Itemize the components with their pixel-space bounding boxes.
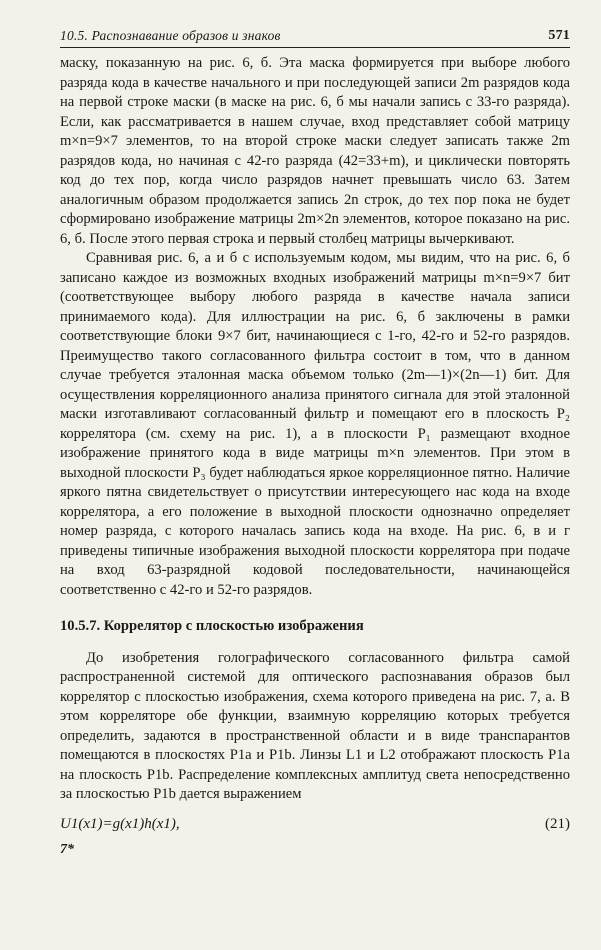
page: [60, 28, 570, 860]
running-header: [60, 28, 570, 48]
header-title: 10.5. Распознавание образов и знаков: [60, 28, 281, 43]
equation-formula: U1(x1)=g(x1)h(x1),: [60, 815, 180, 832]
page-number: 571: [548, 28, 570, 43]
signature-mark: 7*: [60, 842, 74, 857]
paragraph-2: Сравнивая рис. 6, а и б с используемым кодом, мы видим, что на рис. 6, б записано каждое из возможных входных изображений матрицы m×n=9×7 бит (соответствующее выбору любого разряда в качестве начала записи принимаемого кода). Для иллюстрации на рис. 6, б заключены в рамки соответствующие блоки 9×7 бит, начинающиеся с 1-го, 42-го и 52-го разрядов. Преимущество такого согласованного фильтра состоит в том, что в данном случае требуется эталонная маска объемом только (2m—1)×(2n—1) бит. Для осуществления корреляционного анализа принятого сигнала для этой эталонной маски изготавливают согласованный фильтр и помещают его в плоскость P₂ коррелятора (см. схему на рис. 1), а в плоскости P₁ размещают входное изображение принятого кода в виде матрицы m×n элементов. При этом в выходной плоскости P₃ будет наблюдаться яркое корреляционное пятно. Наличие яркого пятна свидетельствует о присутствии интересующего нас кода на входе коррелятора, а его положение в выходной плоскости однозначно определяет номер разряда, с которого началась запись кода на входе. На рис. 6, в и г приведены типичные изображения выходной плоскости коррелятора при подаче на вход 63-разрядной кодовой последовательности, начинающейся соответственно с 42-го и 52-го разрядов.: [60, 250, 570, 598]
paragraph-1: маску, показанную на рис. 6, б. Эта маска формируется при выборе любого разряда кода в качестве начального и при последующей записи 2m разрядов кода на первой строке маски (в маске на рис. 6, б мы начали запись с 33-го разряда). Если, как рассматривается в нашем случае, вход представляет собой матрицу m×n=9×7 элементов, то на второй строке маски следует записать также 2m разрядов кода, но начиная с 42-го разряда (42=33+m), и циклически повторять код до тех пор, когда число разрядов начнет превышать число 63. Затем аналогичным образом продолжается запись 2n строк, до тех пор пока не будет сформировано изображение матрицы 2m×2n элементов, которое показано на рис. 6, б. После этого первая строка и первый столбец матрицы вычеркивают.: [60, 55, 570, 247]
section-paragraph: До изобретения голографического согласованного фильтра самой распространенной системой для оптического распознавания образов был коррелятор с плоскостью изображения, схема которого приведена на рис. 7, а. В этом корреляторе обе функции, взаимную корреляцию которых требуется определить, задаются в пространственной области и в виде транспарантов помещаются в плоскостях P1a и P1b. Линзы L1 и L2 отображают плоскость P1a на плоскость P1b. Распределение комплексных амплитуд света непосредственно за плоскостью P1b дается выражением: [60, 649, 570, 802]
equation-21: [60, 815, 570, 835]
body-text: [60, 54, 570, 860]
equation-number: (21): [545, 815, 570, 832]
section-heading: 10.5.7. Коррелятор с плоскостью изображения: [60, 618, 364, 634]
